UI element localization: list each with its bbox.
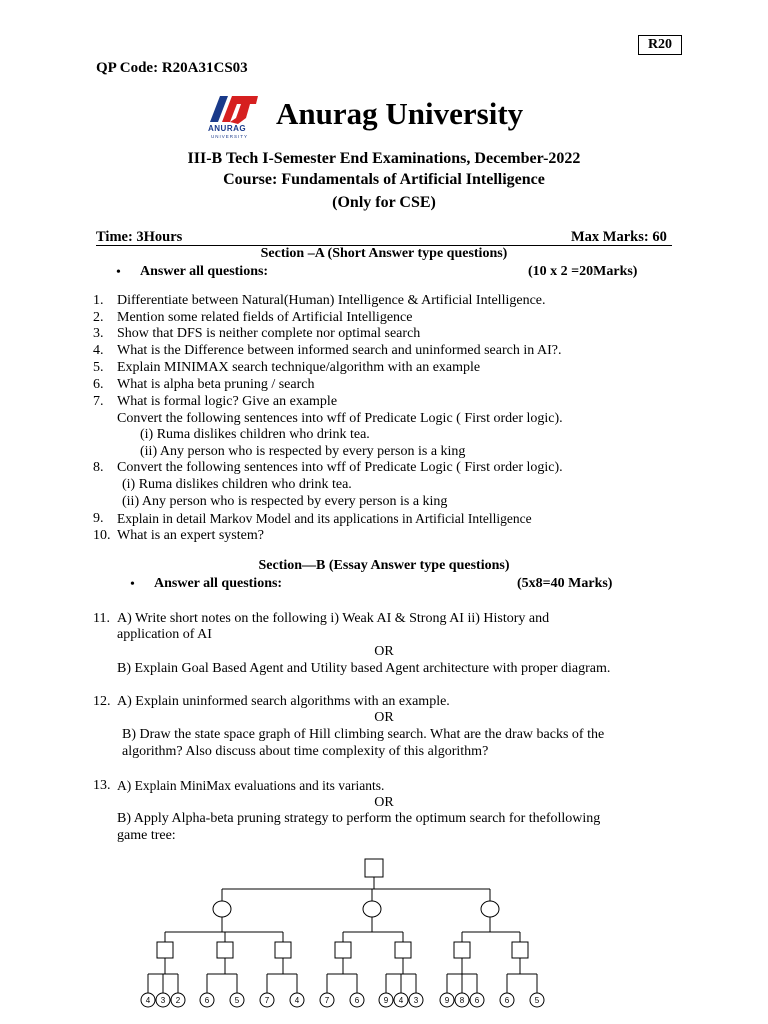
- question-number: 13.: [93, 778, 111, 793]
- question-subitem: (i) Ruma dislikes children who drink tea.: [140, 427, 370, 442]
- leaf-value-label: 6: [354, 996, 360, 1005]
- question-text: Mention some related fields of Artificial Intelligence: [117, 310, 413, 325]
- max-node-square: [217, 942, 233, 958]
- section-b-title: Section—B (Essay Answer type questions): [258, 558, 510, 573]
- leaf-value-label: 6: [474, 996, 480, 1005]
- only-for-note: (Only for CSE): [332, 194, 436, 211]
- leaf-value-label: 3: [160, 996, 166, 1005]
- leaf-value-label: 4: [398, 996, 404, 1005]
- university-name: Anurag University: [276, 96, 524, 131]
- question-number: 6.: [93, 377, 104, 392]
- question-text: Show that DFS is neither complete nor optimal search: [117, 326, 421, 341]
- max-node-square: [365, 859, 383, 877]
- leaf-value-label: 6: [504, 996, 510, 1005]
- min-node-circle: [481, 901, 499, 917]
- question-text: Explain in detail Markov Model and its applications in Artificial Intelligence: [117, 511, 532, 526]
- time-label: Time: 3Hours: [96, 229, 183, 245]
- leaf-value-label: 9: [383, 996, 389, 1005]
- question-text: What is an expert system?: [117, 528, 264, 543]
- leaf-value-label: 9: [444, 996, 450, 1005]
- min-node-circle: [363, 901, 381, 917]
- section-a-title: Section –A (Short Answer type questions): [260, 246, 508, 261]
- question-number: 5.: [93, 360, 104, 375]
- leaf-value-label: 5: [234, 996, 240, 1005]
- q11-part-a: A) Write short notes on the following i) Weak AI & Strong AI ii) History and: [117, 611, 550, 626]
- max-marks-label: Max Marks: 60: [571, 229, 667, 245]
- q12-part-b: B) Draw the state space graph of Hill climbing search. What are the draw backs of the: [122, 727, 605, 742]
- question-number: 1.: [93, 293, 104, 308]
- question-text: Explain MINIMAX search technique/algorithm with an example: [117, 360, 481, 375]
- question-text: What is the Difference between informed search and uninformed search in AI?.: [117, 343, 562, 358]
- or-label: OR: [374, 644, 394, 659]
- section-a-instruction: Answer all questions:: [140, 264, 269, 279]
- max-node-square: [454, 942, 470, 958]
- logo-text: ANURAG: [208, 124, 247, 133]
- leaf-value-label: 3: [413, 996, 419, 1005]
- bullet-icon: •: [116, 265, 121, 280]
- max-node-square: [157, 942, 173, 958]
- min-node-circle: [213, 901, 231, 917]
- q11-part-b: B) Explain Goal Based Agent and Utility based Agent architecture with proper diagram.: [117, 661, 611, 676]
- university-logo: [206, 92, 262, 144]
- leaf-value-label: 4: [145, 996, 151, 1005]
- leaf-value-label: 5: [534, 996, 540, 1005]
- question-subitem: (ii) Any person who is respected by every person is a king: [140, 444, 466, 459]
- section-b-marks: (5x8=40 Marks): [517, 576, 613, 591]
- question-number: 3.: [93, 326, 104, 341]
- question-number: 7.: [93, 394, 104, 409]
- q13-part-b-cont: game tree:: [117, 828, 176, 843]
- question-number: 9.: [93, 511, 104, 526]
- max-node-square: [275, 942, 291, 958]
- question-text: Convert the following sentences into wff of Predicate Logic ( First order logic).: [117, 411, 563, 426]
- question-text: What is formal logic? Give an example: [117, 394, 338, 409]
- q13-part-a: A) Explain MiniMax evaluations and its variants.: [117, 778, 385, 793]
- leaf-value-label: 4: [294, 996, 300, 1005]
- section-a-marks: (10 x 2 =20Marks): [528, 264, 638, 279]
- leaf-value-label: 7: [264, 996, 270, 1005]
- q12-part-b-cont: algorithm? Also discuss about time complexity of this algorithm?: [122, 744, 489, 759]
- question-number: 12.: [93, 694, 111, 709]
- game-tree-diagram: [0, 850, 768, 1024]
- q11-part-a-cont: application of AI: [117, 627, 212, 642]
- leaf-value-label: 2: [175, 996, 181, 1005]
- max-node-square: [335, 942, 351, 958]
- question-number: 2.: [93, 310, 104, 325]
- question-number: 8.: [93, 460, 104, 475]
- qp-code: QP Code: R20A31CS03: [96, 60, 248, 76]
- leaf-value-label: 8: [459, 996, 465, 1005]
- question-text: Differentiate between Natural(Human) Intelligence & Artificial Intelligence.: [117, 293, 546, 308]
- question-text: What is alpha beta pruning / search: [117, 377, 315, 392]
- or-label: OR: [374, 795, 394, 810]
- q12-part-a: A) Explain uninformed search algorithms with an example.: [117, 694, 450, 709]
- question-number: 4.: [93, 343, 104, 358]
- course-title: Course: Fundamentals of Artificial Intelligence: [223, 171, 545, 188]
- question-number: 11.: [93, 611, 110, 626]
- question-subitem: (ii) Any person who is respected by every person is a king: [122, 494, 448, 509]
- question-number: 10.: [93, 528, 111, 543]
- exam-title: III-B Tech I-Semester End Examinations, December-2022: [187, 150, 581, 167]
- leaf-value-label: 7: [324, 996, 330, 1005]
- regulation-code: R20: [638, 35, 682, 55]
- question-subitem: (i) Ruma dislikes children who drink tea.: [122, 477, 352, 492]
- q13-part-b: B) Apply Alpha-beta pruning strategy to perform the optimum search for thefollowing: [117, 811, 601, 826]
- max-node-square: [512, 942, 528, 958]
- logo-subtext: UNIVERSITY: [211, 134, 249, 139]
- section-b-instruction: Answer all questions:: [154, 576, 283, 591]
- question-text: Convert the following sentences into wff of Predicate Logic ( First order logic).: [117, 460, 563, 475]
- leaf-value-label: 6: [204, 996, 210, 1005]
- max-node-square: [395, 942, 411, 958]
- or-label: OR: [374, 710, 394, 725]
- bullet-icon: •: [130, 577, 135, 592]
